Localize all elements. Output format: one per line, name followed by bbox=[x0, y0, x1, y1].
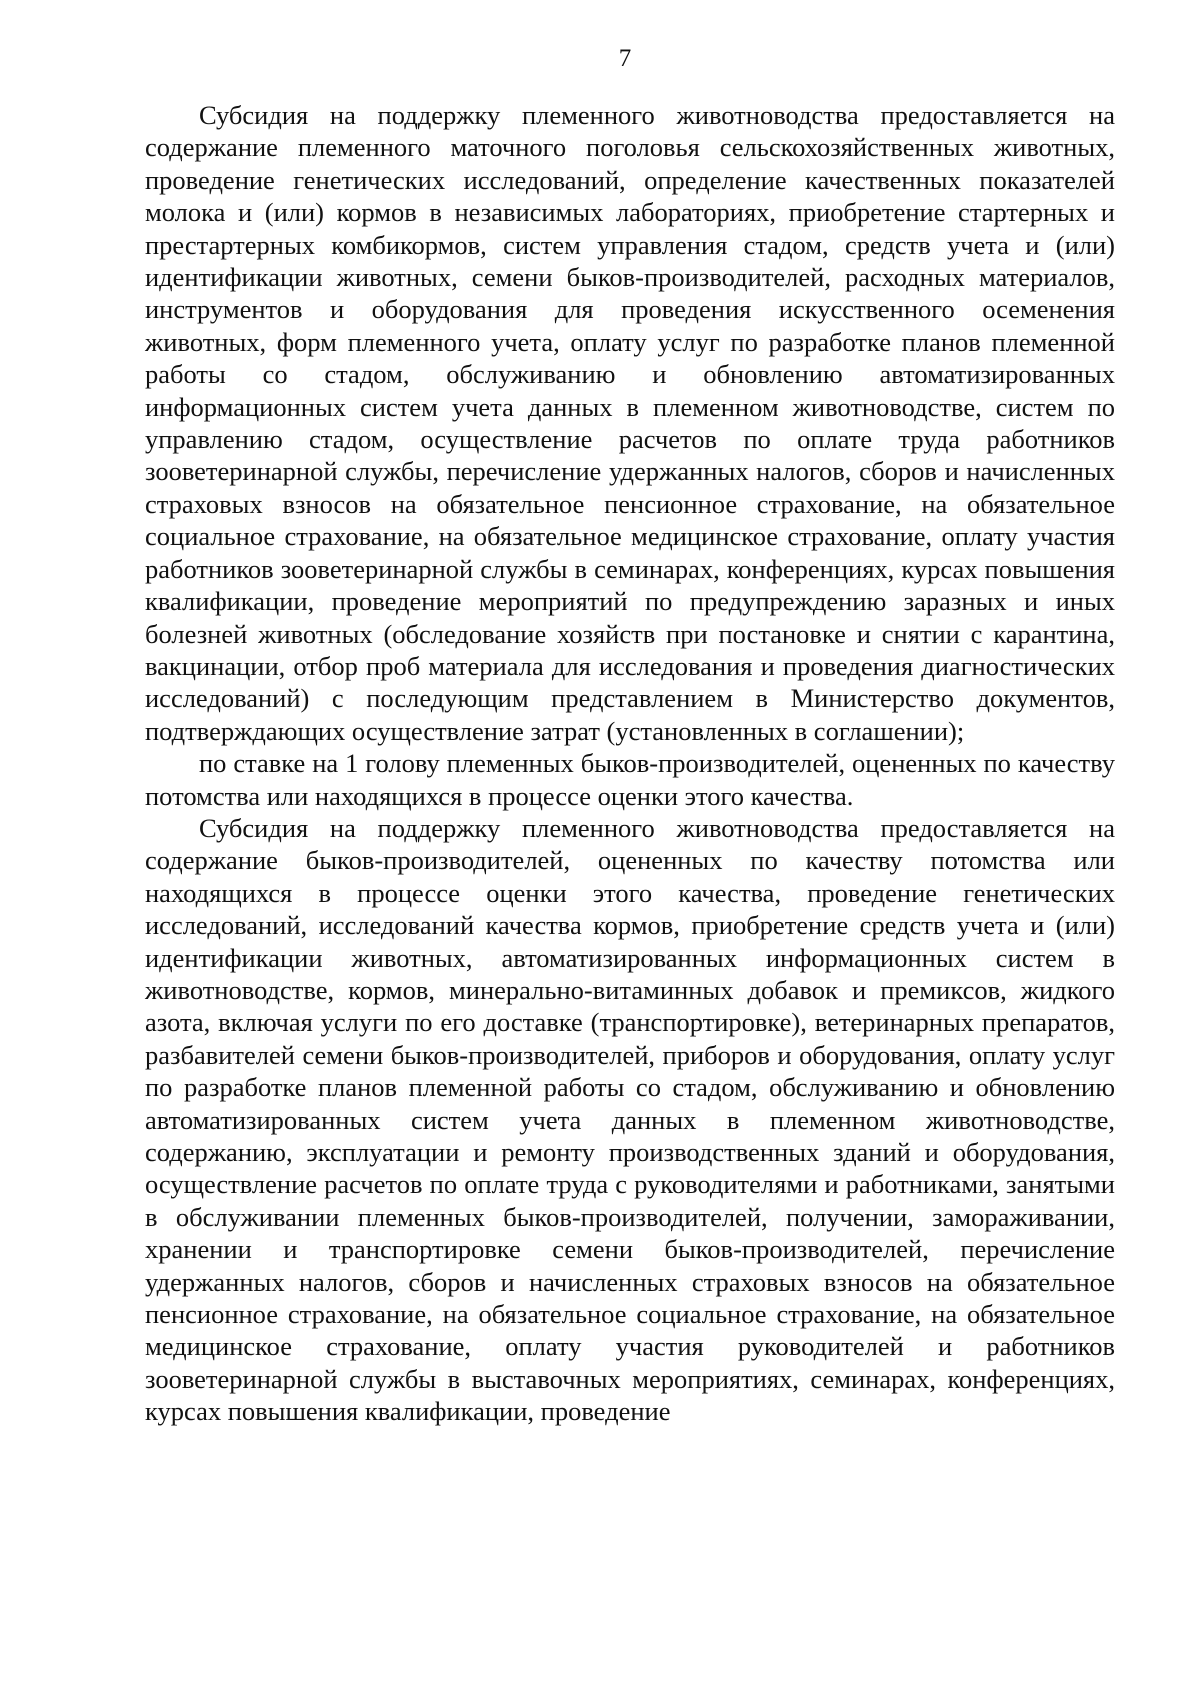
page-number: 7 bbox=[618, 45, 632, 72]
paragraph-rate-per-bull: по ставке на 1 голову племенных быков-производителей, оцененных по качеству потомства или находящихся в процессе оценки этого качества. bbox=[145, 748, 1115, 811]
document-body bbox=[145, 99, 1115, 1428]
paragraph-subsidy-breeding-stock: Субсидия на поддержку племенного животноводства предоставляется на содержание племенного маточного поголовья сельскохозяйственных животных, проведение генетических исследований, определение качественных показателей молока и (или) кормов в независимых лабораториях, приобретение стартерных и престартерных комбикормов, систем управления стадом, средств учета и (или) идентификации животных, семени быков-производителей, расходных материалов, инструментов и оборудования для проведения искусственного осеменения животных, форм племенного учета, оплату услуг по разработке планов племенной работы со стадом, обслуживанию и обновлению автоматизированных информационных систем учета данных в племенном животноводстве, систем по управлению стадом, осуществление расчетов по оплате труда работников зооветеринарной службы, перечисление удержанных налогов, сборов и начисленных страховых взносов на обязательное пенсионное страхование, на обязательное социальное страхование, на обязательное медицинское страхование, оплату участия работников зооветеринарной службы в семинарах, конференциях, курсах повышения квалификации, проведение мероприятий по предупреждению заразных и иных болезней животных (обследование хозяйств при постановке и снятии с карантина, вакцинации, отбор проб материала для исследования и проведения диагностических исследований) с последующим представлением в Министерство документов, подтверждающих осуществление затрат (установленных в соглашении); bbox=[145, 100, 1115, 746]
paragraph-subsidy-bulls: Субсидия на поддержку племенного животноводства предоставляется на содержание быков-производителей, оцененных по качеству потомства или находящихся в процессе оценки этого качества, проведение генетических исследований, исследований качества кормов, приобретение средств учета и (или) идентификации животных, автоматизированных информационных систем в животноводстве, кормов, минерально-витаминных добавок и премиксов, жидкого азота, включая услуги по его доставке (транспортировке), ветеринарных препаратов, разбавителей семени быков-производителей, приборов и оборудования, оплату услуг по разработке планов племенной работы со стадом, обслуживанию и обновлению автоматизированных систем учета данных в племенном животноводстве, содержанию, эксплуатации и ремонту производственных зданий и оборудования, осуществление расчетов по оплате труда с руководителями и работниками, занятыми в обслуживании племенных быков-производителей, получении, замораживании, хранении и транспортировке семени быков-производителей, перечисление удержанных налогов, сборов и начисленных страховых взносов на обязательное пенсионное страхование, на обязательное социальное страхование, на обязательное медицинское страхование, оплату участия руководителей и работников зооветеринарной службы в выставочных мероприятиях, семинарах, конференциях, курсах повышения квалификации, проведение bbox=[145, 812, 1115, 1427]
